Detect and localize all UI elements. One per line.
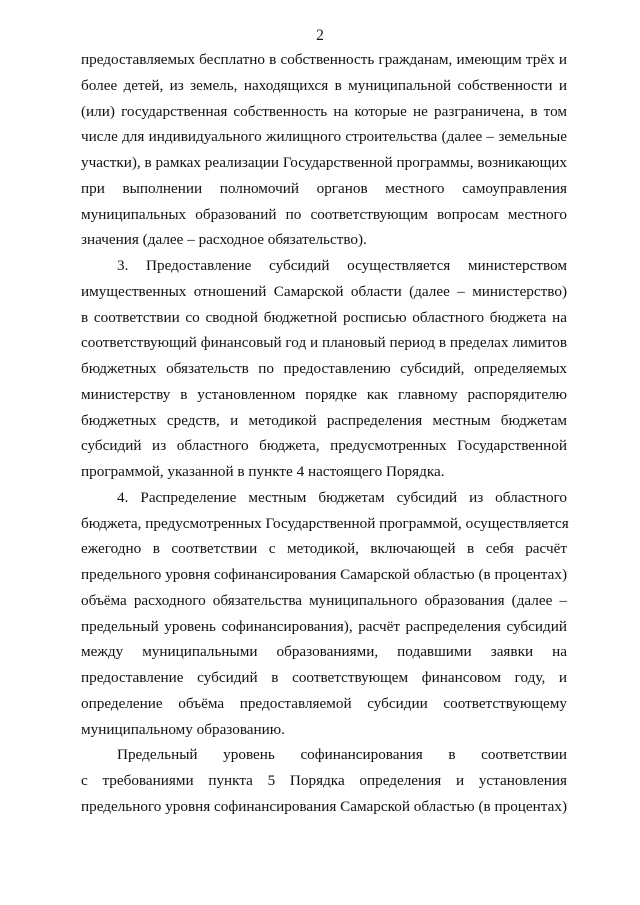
text-line: 3. Предоставление субсидий осуществляется министерством	[117, 257, 567, 274]
text-line: в соответствии со сводной бюджетной росписью областного бюджета на	[81, 308, 567, 326]
text-line: более детей, из земель, находящихся в муниципальной собственности и	[81, 76, 567, 94]
text-line: значения (далее – расходное обязательство).	[81, 231, 367, 249]
paragraph-item-3	[81, 253, 567, 485]
text-line: при выполнении полномочий органов местного самоуправления	[81, 179, 567, 197]
text-line: программой, указанной в пункте 4 настоящего Порядка.	[81, 463, 445, 480]
text-line: муниципальных образований по соответствующим вопросам местного	[81, 205, 567, 223]
text-line: определение объёма предоставляемой субсидии соответствующему	[81, 694, 567, 712]
text-line: бюджетных обязательств по предоставлению субсидий, определяемых	[81, 360, 567, 377]
text-line: предоставляемых бесплатно в собственность гражданам, имеющим трёх и	[81, 51, 567, 68]
text-line: числе для индивидуального жилищного строительства (далее – земельные	[81, 128, 567, 146]
text-line: с требованиями пункта 5 Порядка определения и установления	[81, 772, 567, 789]
text-line: бюджета, предусмотренных Государственной программой, осуществляется	[81, 514, 569, 532]
text-line: 4. Распределение местным бюджетам субсидий из областного	[117, 488, 567, 506]
text-line: муниципальному образованию.	[81, 720, 285, 738]
text-line: предельного уровня софинансирования Самарской областью (в процентах)	[81, 797, 568, 815]
text-line: предоставление субсидий в соответствующем финансовом году, и	[81, 669, 567, 686]
paragraph-1	[81, 47, 567, 253]
text-line: соответствующий финансовый год и плановый период в пределах лимитов	[81, 334, 567, 352]
document-body	[81, 47, 567, 820]
paragraph-cofinancing	[81, 742, 567, 819]
text-line: предельного уровня софинансирования Самарской областью (в процентах)	[81, 566, 568, 583]
text-line: между муниципальными образованиями, подавшими заявки на	[81, 643, 567, 661]
text-line: объёма расходного обязательства муниципального образования (далее –	[81, 591, 567, 609]
text-line: министерству в установленном порядке как главному распорядителю	[81, 385, 567, 403]
text-line: бюджетных средств, и методикой распределения местным бюджетам	[81, 411, 567, 429]
text-line: предельный уровень софинансирования), расчёт распределения субсидий	[81, 617, 567, 635]
text-line: ежегодно в соответствии с методикой, включающей в себя расчёт	[81, 540, 567, 558]
text-line: участки), в рамках реализации Государственной программы, возникающих	[81, 154, 567, 171]
text-line: (или) государственная собственность на которые не разграничена, в том	[81, 102, 567, 120]
text-line: субсидий из областного бюджета, предусмотренных Государственной	[81, 437, 567, 455]
text-line: имущественных отношений Самарской области (далее – министерство)	[81, 282, 567, 300]
page-number: 2	[316, 27, 324, 44]
paragraph-item-4	[81, 485, 567, 743]
text-line: Предельный уровень софинансирования в соответствии	[117, 746, 567, 764]
